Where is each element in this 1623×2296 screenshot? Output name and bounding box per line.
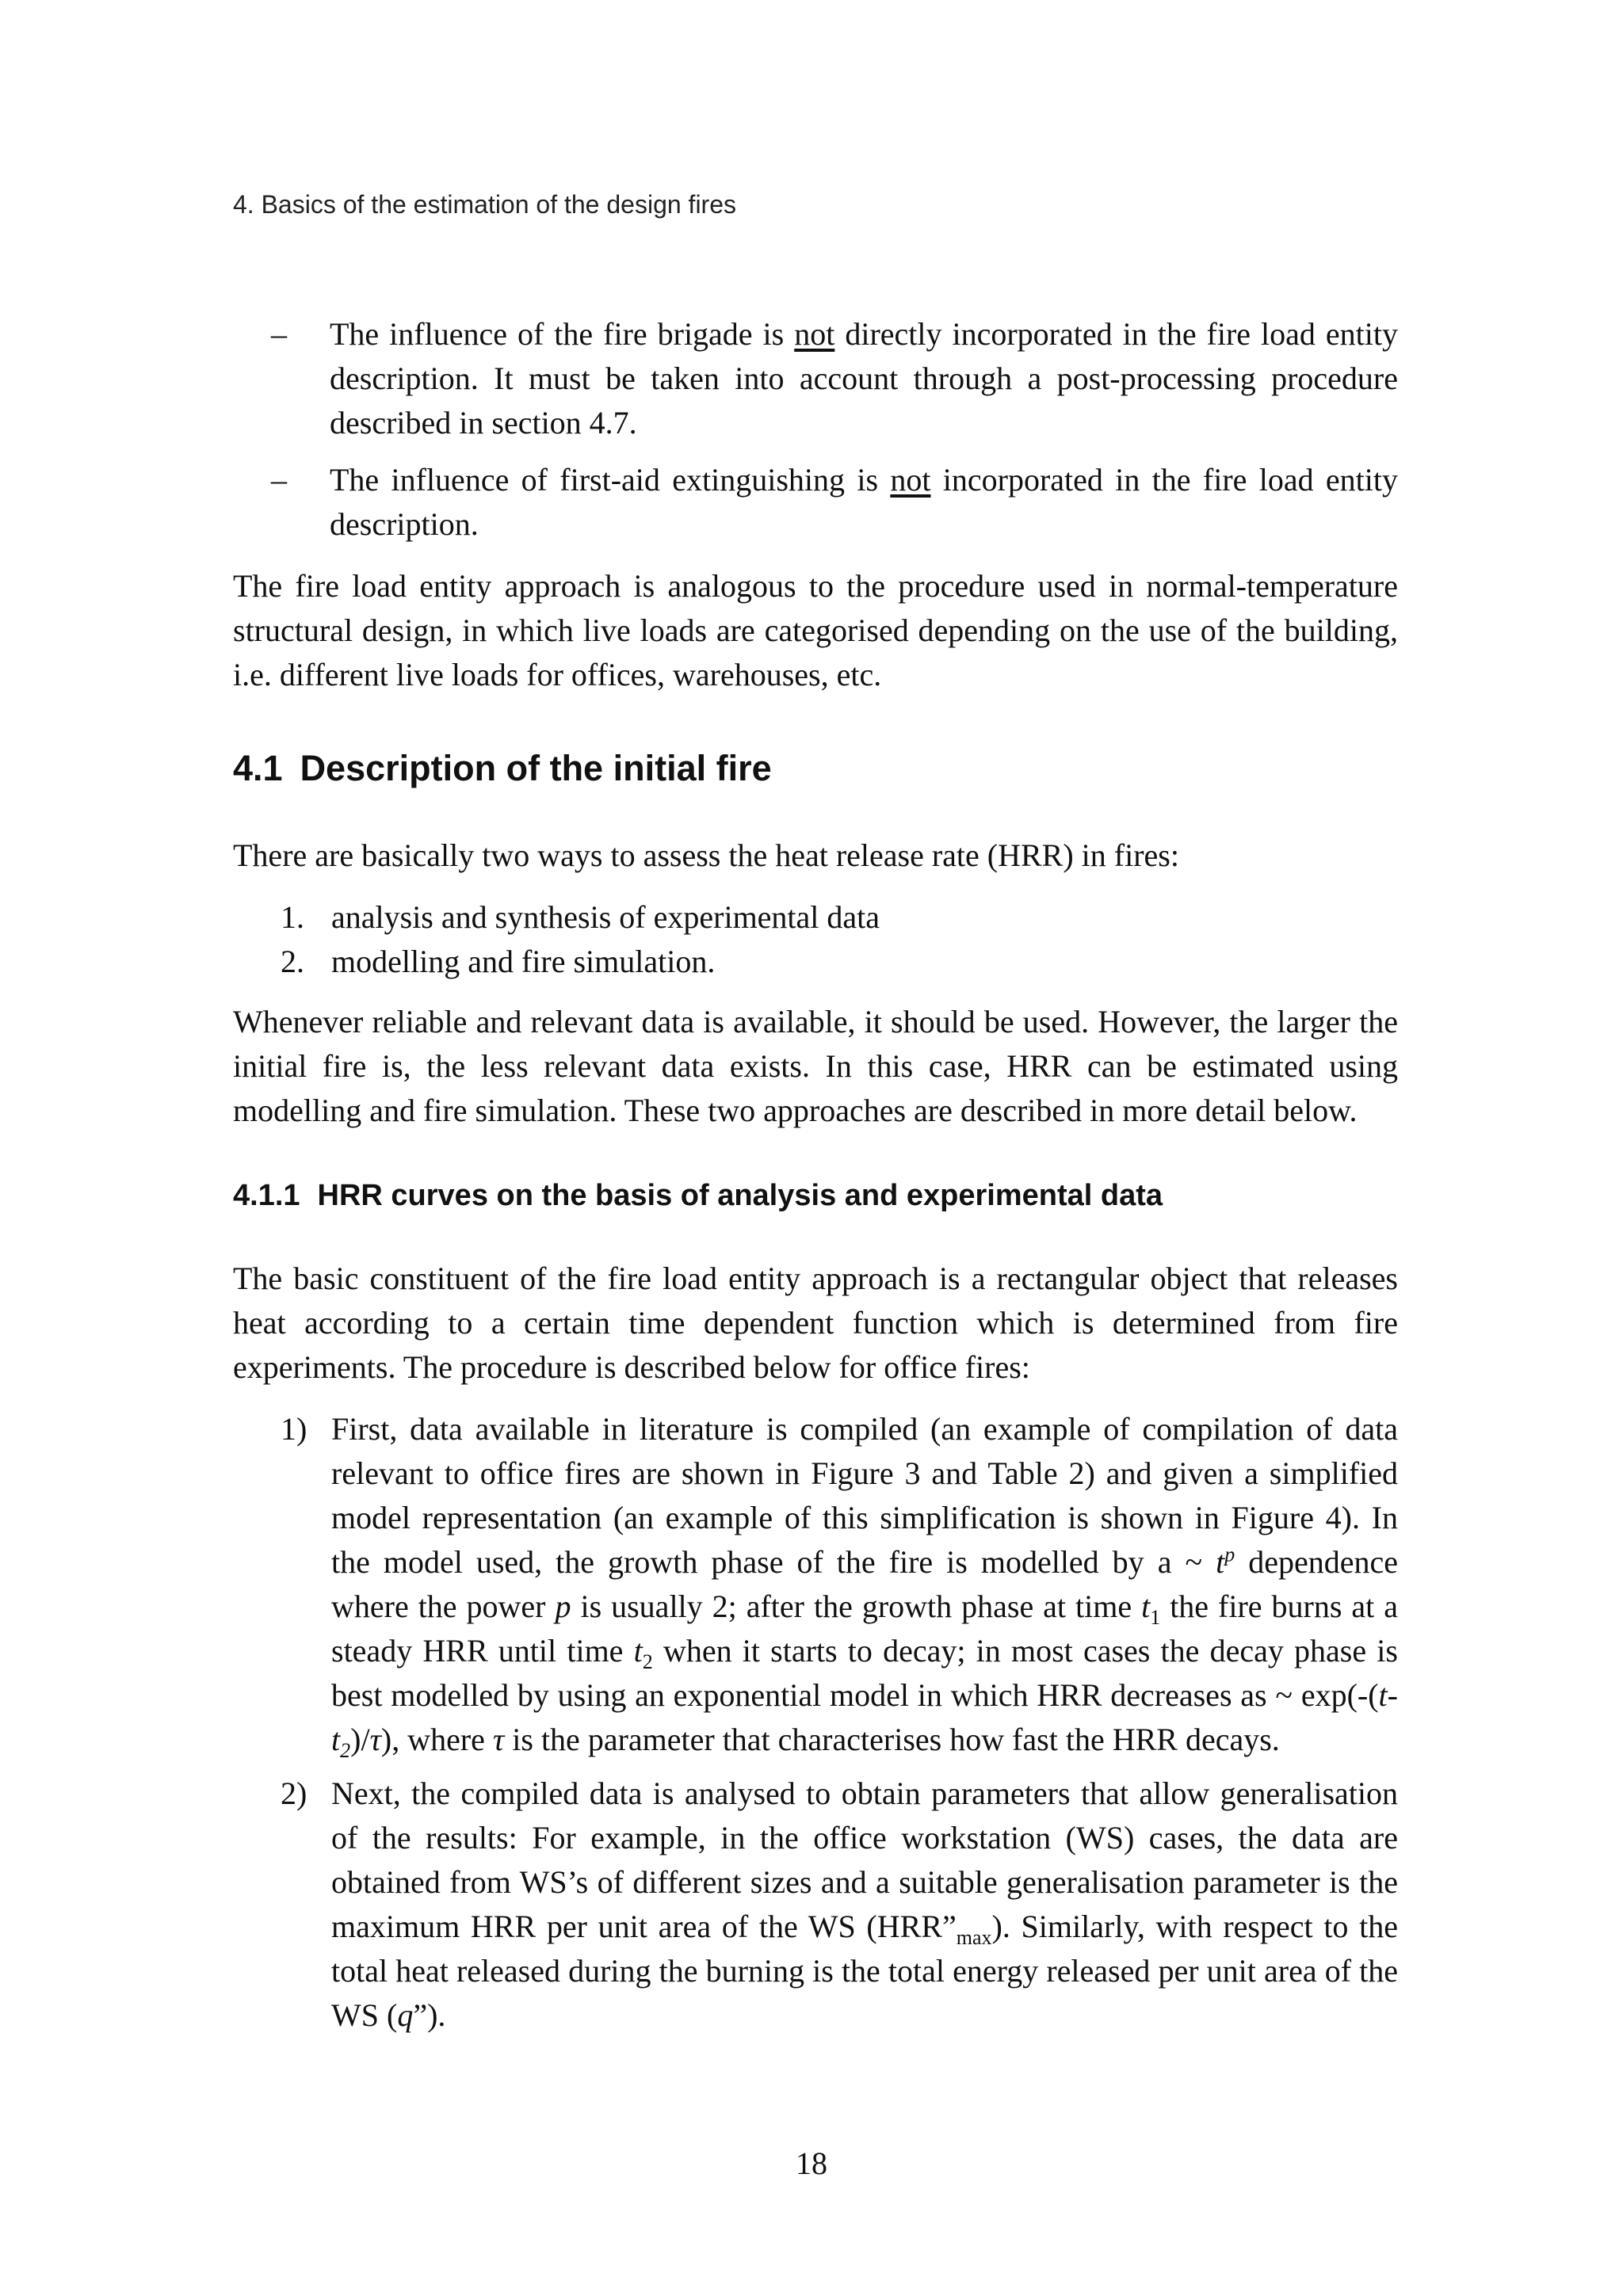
- step-text: is the parameter that characterises how fast the HRR decays.: [504, 1722, 1280, 1757]
- subscript-max: max: [956, 1926, 992, 1949]
- symbol-t: t: [1378, 1677, 1388, 1713]
- symbol-t: t: [331, 1722, 341, 1757]
- subsection-title: HRR curves on the basis of analysis and experimental data: [317, 1179, 1163, 1212]
- subsection-number: 4.1.1: [233, 1179, 300, 1212]
- bullet-fire-brigade: [271, 312, 1398, 445]
- section-heading-4-1: [233, 746, 772, 791]
- symbol-p: p: [555, 1589, 571, 1624]
- subscript-1: 1: [1150, 1606, 1161, 1629]
- procedure-step-2: [281, 1772, 1398, 2038]
- section-title: Description of the initial fire: [300, 748, 772, 788]
- symbol-tau: τ: [369, 1722, 381, 1757]
- bullet-dash: –: [271, 316, 287, 352]
- symbol-t: t: [1141, 1589, 1151, 1624]
- emphasis-not: not: [794, 316, 835, 352]
- step-text: ). Similarly, with respect to the total heat released during the burning is the total energy released per unit area of the WS (: [331, 1909, 1398, 2033]
- symbol-p-superscript: p: [1224, 1543, 1235, 1566]
- bullet-text: The influence of the fire brigade is: [330, 316, 795, 352]
- emphasis-not: not: [890, 462, 931, 498]
- bullet-dash: –: [271, 462, 287, 498]
- subscript-2: 2: [340, 1739, 351, 1762]
- section-paragraph: Whenever reliable and relevant data is available, it should be used. However, the larger the initial fire is, the less relevant data exists. In this case, HRR can be estimated using modelling and fire simulation. These two approaches are described in more detail below.: [233, 1004, 1398, 1128]
- step-text: Next, the compiled data is analysed to obtain parameters that allow generalisation of the results: For example, in the office workstation (WS) cases, the data are obtained from WS’s of different sizes and a suitable generalisation parameter is the maximum HRR per unit area of the WS (HRR”: [331, 1775, 1398, 1944]
- page-number: 18: [796, 2145, 827, 2181]
- step-marker: 1): [281, 1411, 307, 1447]
- subsection-heading-4-1-1: [233, 1176, 1163, 1215]
- section-number: 4.1: [233, 748, 283, 788]
- list-text: modelling and fire simulation.: [331, 944, 716, 979]
- step-text: the fire burns at a steady HRR until time: [331, 1589, 1398, 1669]
- symbol-tau: τ: [492, 1722, 505, 1757]
- section-lead: There are basically two ways to assess the heat release rate (HRR) in fires:: [233, 837, 1179, 873]
- step-marker: 2): [281, 1775, 307, 1811]
- symbol-q: q: [397, 1997, 414, 2033]
- step-text: -: [1387, 1677, 1398, 1713]
- step-text: )/: [350, 1722, 370, 1757]
- list-item: [281, 940, 1398, 984]
- bullet-text: incorporated in the fire load entity description.: [330, 462, 1398, 542]
- step-text: dependence where the power: [331, 1544, 1398, 1624]
- step-text: ”).: [413, 1997, 446, 2033]
- list-item: [281, 895, 1398, 940]
- bullet-text: directly incorporated in the fire load entity description. It must be taken into account through a post-processing procedure described in section 4.7.: [330, 316, 1398, 441]
- list-marker: 1.: [281, 899, 304, 935]
- step-text: is usually 2; after the growth phase at time: [571, 1589, 1142, 1624]
- subscript-2: 2: [642, 1650, 653, 1673]
- step-text: First, data available in literature is compiled (an example of compilation of data relevant to office fires are shown in Figure 3 and Table 2) and given a simplified model representation (an example of this simplification is shown in Figure 4). In the model used, the growth phase of the fire is modelled by a ~: [331, 1411, 1398, 1580]
- list-marker: 2.: [281, 944, 304, 979]
- step-text: ), where: [380, 1722, 493, 1757]
- running-header: 4. Basics of the estimation of the design fires: [233, 190, 736, 219]
- bullet-text: The influence of first-aid extinguishing is: [330, 462, 891, 498]
- procedure-step-1: [281, 1407, 1398, 1762]
- bullet-first-aid: [271, 458, 1398, 547]
- intro-paragraph: The fire load entity approach is analogous to the procedure used in normal-temperature structural design, in which live loads are categorised depending on the use of the building, i.e. different live loads for offices, warehouses, etc.: [233, 568, 1398, 692]
- subsection-paragraph: The basic constituent of the fire load entity approach is a rectangular object that releases heat according to a certain time dependent function which is determined from fire experiments. The procedure is described below for office fires:: [233, 1261, 1398, 1385]
- list-text: analysis and synthesis of experimental data: [331, 899, 880, 935]
- symbol-t: t: [1216, 1544, 1225, 1580]
- symbol-t: t: [633, 1633, 643, 1669]
- step-text: when it starts to decay; in most cases the decay phase is best modelled by using an exponential model in which HRR decreases as ~ exp(-(: [331, 1633, 1398, 1713]
